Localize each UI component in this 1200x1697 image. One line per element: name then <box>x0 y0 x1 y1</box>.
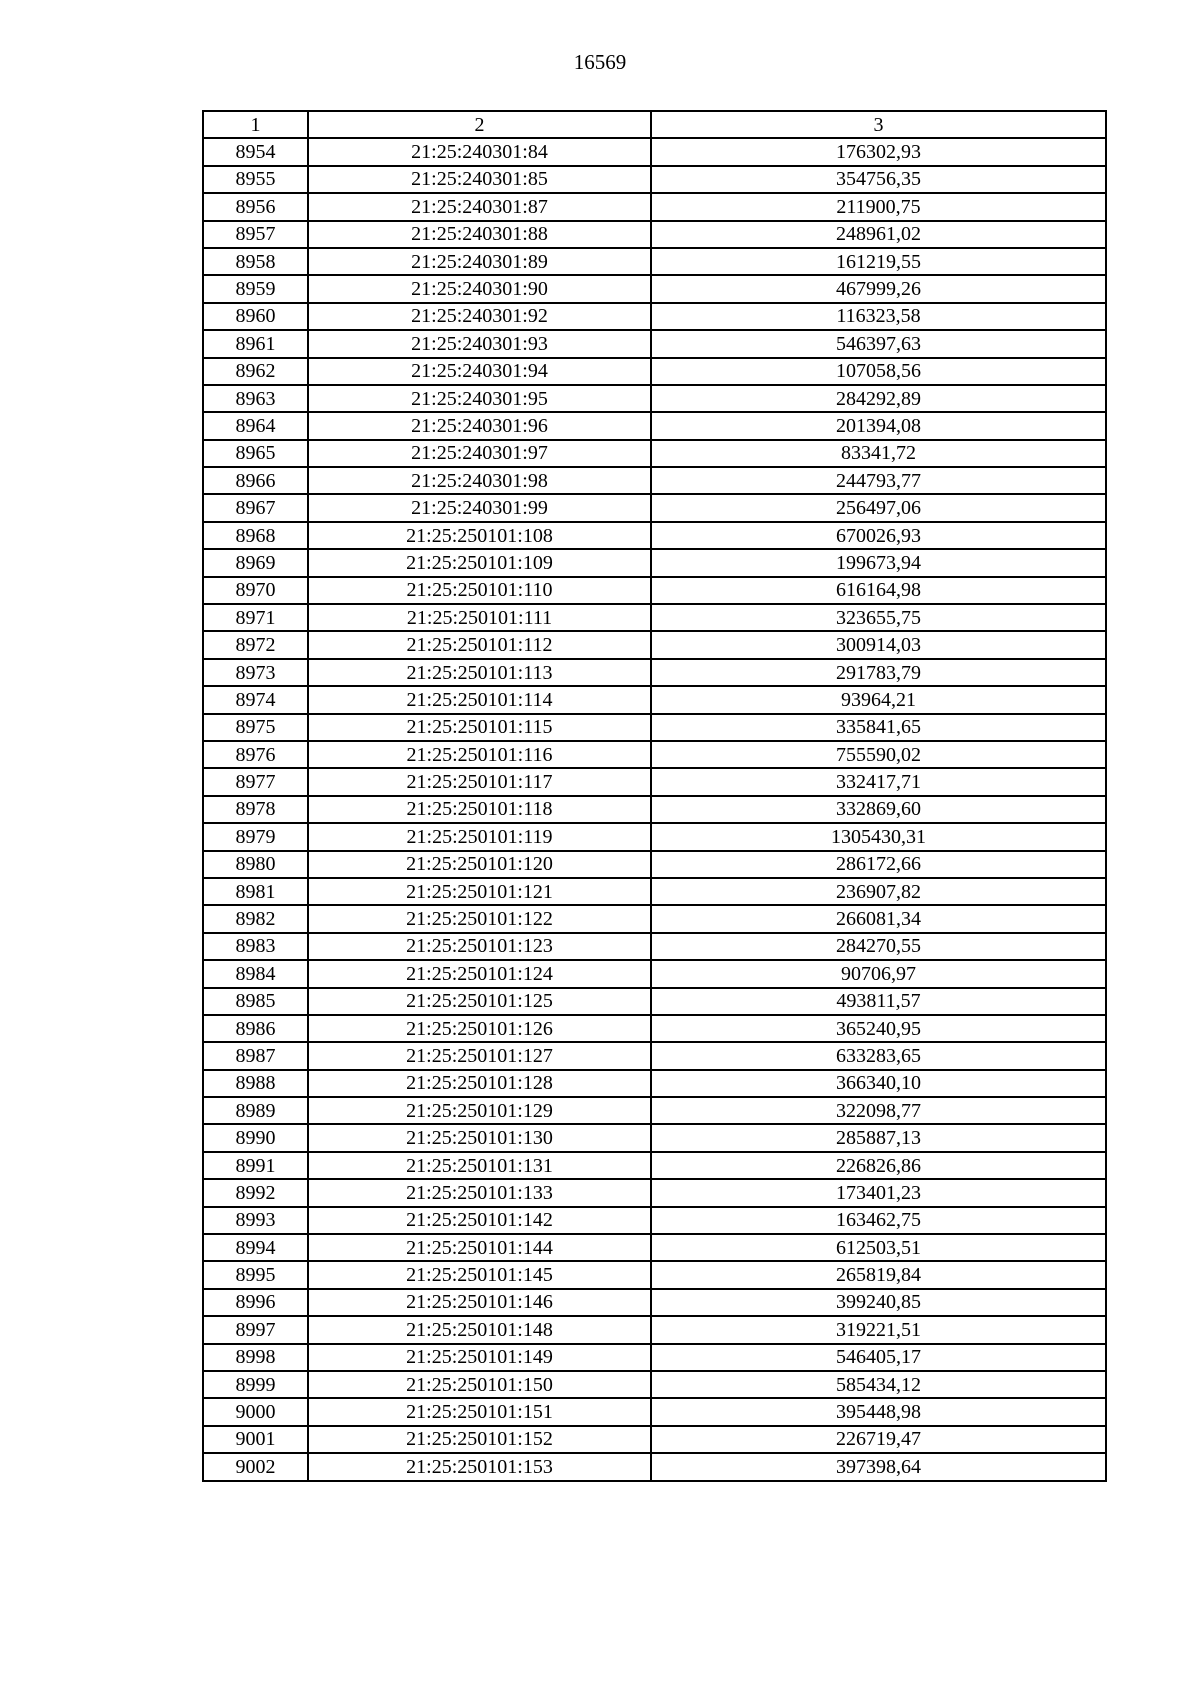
cadastral-number-cell: 21:25:240301:84 <box>308 138 651 165</box>
cadastral-number-cell: 21:25:250101:114 <box>308 686 651 713</box>
table-row <box>203 467 1106 494</box>
row-number-cell: 8994 <box>203 1234 308 1261</box>
value-cell: 365240,95 <box>651 1015 1106 1042</box>
table-row <box>203 741 1106 768</box>
row-number-cell: 8973 <box>203 659 308 686</box>
row-number-cell: 8972 <box>203 631 308 658</box>
row-number-cell: 9001 <box>203 1426 308 1453</box>
cadastral-number-cell: 21:25:250101:120 <box>308 851 651 878</box>
value-cell: 300914,03 <box>651 631 1106 658</box>
value-cell: 399240,85 <box>651 1289 1106 1316</box>
value-cell: 585434,12 <box>651 1371 1106 1398</box>
cadastral-number-cell: 21:25:250101:148 <box>308 1316 651 1343</box>
cadastral-number-cell: 21:25:250101:122 <box>308 905 651 932</box>
table-row <box>203 1124 1106 1151</box>
value-cell: 248961,02 <box>651 221 1106 248</box>
table-row <box>203 1097 1106 1124</box>
table-row <box>203 768 1106 795</box>
row-number-cell: 8978 <box>203 796 308 823</box>
row-number-cell: 8995 <box>203 1261 308 1288</box>
row-number-cell: 8989 <box>203 1097 308 1124</box>
table-row <box>203 1234 1106 1261</box>
cadastral-number-cell: 21:25:250101:129 <box>308 1097 651 1124</box>
table-row <box>203 659 1106 686</box>
table-row <box>203 1371 1106 1398</box>
table-row <box>203 1398 1106 1425</box>
value-cell: 332869,60 <box>651 796 1106 823</box>
cadastral-number-cell: 21:25:240301:93 <box>308 330 651 357</box>
row-number-cell: 8956 <box>203 193 308 220</box>
row-number-cell: 8974 <box>203 686 308 713</box>
row-number-cell: 8955 <box>203 166 308 193</box>
row-number-cell: 8999 <box>203 1371 308 1398</box>
row-number-cell: 8982 <box>203 905 308 932</box>
value-cell: 161219,55 <box>651 248 1106 275</box>
value-cell: 176302,93 <box>651 138 1106 165</box>
cadastral-number-cell: 21:25:250101:125 <box>308 988 651 1015</box>
value-cell: 319221,51 <box>651 1316 1106 1343</box>
cadastral-number-cell: 21:25:250101:119 <box>308 823 651 850</box>
cadastral-number-cell: 21:25:240301:89 <box>308 248 651 275</box>
cadastral-number-cell: 21:25:250101:146 <box>308 1289 651 1316</box>
cadastral-number-cell: 21:25:250101:117 <box>308 768 651 795</box>
value-cell: 116323,58 <box>651 303 1106 330</box>
row-number-cell: 8984 <box>203 960 308 987</box>
table-row <box>203 1152 1106 1179</box>
table-row <box>203 1042 1106 1069</box>
table-row <box>203 823 1106 850</box>
row-number-cell: 8976 <box>203 741 308 768</box>
row-number-cell: 8962 <box>203 358 308 385</box>
cadastral-number-cell: 21:25:240301:96 <box>308 412 651 439</box>
value-cell: 107058,56 <box>651 358 1106 385</box>
table-row <box>203 577 1106 604</box>
cadastral-number-cell: 21:25:240301:90 <box>308 275 651 302</box>
table-row <box>203 385 1106 412</box>
table-row <box>203 221 1106 248</box>
table-row <box>203 166 1106 193</box>
table-row <box>203 358 1106 385</box>
cadastral-number-cell: 21:25:250101:110 <box>308 577 651 604</box>
value-cell: 755590,02 <box>651 741 1106 768</box>
table-row <box>203 1453 1106 1480</box>
cadastral-number-cell: 21:25:250101:128 <box>308 1070 651 1097</box>
cadastral-number-cell: 21:25:240301:95 <box>308 385 651 412</box>
cadastral-number-cell: 21:25:250101:126 <box>308 1015 651 1042</box>
value-cell: 93964,21 <box>651 686 1106 713</box>
cadastral-number-cell: 21:25:250101:127 <box>308 1042 651 1069</box>
row-number-cell: 8969 <box>203 549 308 576</box>
table-body <box>203 138 1106 1480</box>
row-number-cell: 8963 <box>203 385 308 412</box>
table-row <box>203 851 1106 878</box>
table-row <box>203 330 1106 357</box>
header-row <box>203 111 1106 138</box>
value-cell: 244793,77 <box>651 467 1106 494</box>
value-cell: 211900,75 <box>651 193 1106 220</box>
row-number-cell: 9000 <box>203 1398 308 1425</box>
cadastral-number-cell: 21:25:250101:131 <box>308 1152 651 1179</box>
cadastral-number-cell: 21:25:250101:118 <box>308 796 651 823</box>
value-cell: 199673,94 <box>651 549 1106 576</box>
cadastral-number-cell: 21:25:240301:88 <box>308 221 651 248</box>
value-cell: 395448,98 <box>651 1398 1106 1425</box>
row-number-cell: 8977 <box>203 768 308 795</box>
value-cell: 616164,98 <box>651 577 1106 604</box>
cadastral-number-cell: 21:25:240301:98 <box>308 467 651 494</box>
table-header <box>203 111 1106 138</box>
column-header-3: 3 <box>651 111 1106 138</box>
table-row <box>203 522 1106 549</box>
table-row <box>203 193 1106 220</box>
row-number-cell: 8960 <box>203 303 308 330</box>
table-row <box>203 1207 1106 1234</box>
table-row <box>203 686 1106 713</box>
column-header-1: 1 <box>203 111 308 138</box>
value-cell: 546397,63 <box>651 330 1106 357</box>
value-cell: 354756,35 <box>651 166 1106 193</box>
cadastral-number-cell: 21:25:250101:151 <box>308 1398 651 1425</box>
cadastral-number-cell: 21:25:250101:116 <box>308 741 651 768</box>
cadastral-number-cell: 21:25:250101:113 <box>308 659 651 686</box>
table-row <box>203 796 1106 823</box>
table-row <box>203 1316 1106 1343</box>
cadastral-number-cell: 21:25:250101:142 <box>308 1207 651 1234</box>
cadastral-number-cell: 21:25:240301:85 <box>308 166 651 193</box>
row-number-cell: 8970 <box>203 577 308 604</box>
row-number-cell: 8998 <box>203 1344 308 1371</box>
row-number-cell: 8987 <box>203 1042 308 1069</box>
column-header-2: 2 <box>308 111 651 138</box>
row-number-cell: 9002 <box>203 1453 308 1480</box>
value-cell: 265819,84 <box>651 1261 1106 1288</box>
cadastral-number-cell: 21:25:240301:97 <box>308 440 651 467</box>
cadastral-number-cell: 21:25:250101:111 <box>308 604 651 631</box>
row-number-cell: 8992 <box>203 1179 308 1206</box>
table-row <box>203 440 1106 467</box>
data-table <box>202 110 1107 1482</box>
table-row <box>203 714 1106 741</box>
cadastral-number-cell: 21:25:250101:153 <box>308 1453 651 1480</box>
value-cell: 90706,97 <box>651 960 1106 987</box>
cadastral-number-cell: 21:25:250101:108 <box>308 522 651 549</box>
value-cell: 285887,13 <box>651 1124 1106 1151</box>
row-number-cell: 8991 <box>203 1152 308 1179</box>
cadastral-number-cell: 21:25:240301:92 <box>308 303 651 330</box>
row-number-cell: 8954 <box>203 138 308 165</box>
cadastral-number-cell: 21:25:240301:99 <box>308 494 651 521</box>
row-number-cell: 8990 <box>203 1124 308 1151</box>
value-cell: 201394,08 <box>651 412 1106 439</box>
row-number-cell: 8980 <box>203 851 308 878</box>
value-cell: 493811,57 <box>651 988 1106 1015</box>
table-row <box>203 275 1106 302</box>
table-row <box>203 988 1106 1015</box>
table-row <box>203 905 1106 932</box>
table-row <box>203 1426 1106 1453</box>
cadastral-number-cell: 21:25:250101:149 <box>308 1344 651 1371</box>
row-number-cell: 8997 <box>203 1316 308 1343</box>
value-cell: 633283,65 <box>651 1042 1106 1069</box>
cadastral-number-cell: 21:25:240301:87 <box>308 193 651 220</box>
table-row <box>203 878 1106 905</box>
value-cell: 1305430,31 <box>651 823 1106 850</box>
value-cell: 335841,65 <box>651 714 1106 741</box>
row-number-cell: 8965 <box>203 440 308 467</box>
row-number-cell: 8961 <box>203 330 308 357</box>
row-number-cell: 8986 <box>203 1015 308 1042</box>
value-cell: 397398,64 <box>651 1453 1106 1480</box>
value-cell: 236907,82 <box>651 878 1106 905</box>
cadastral-number-cell: 21:25:250101:150 <box>308 1371 651 1398</box>
table-row <box>203 933 1106 960</box>
row-number-cell: 8981 <box>203 878 308 905</box>
value-cell: 612503,51 <box>651 1234 1106 1261</box>
row-number-cell: 8964 <box>203 412 308 439</box>
table-row <box>203 1261 1106 1288</box>
row-number-cell: 8996 <box>203 1289 308 1316</box>
value-cell: 266081,34 <box>651 905 1106 932</box>
cadastral-number-cell: 21:25:250101:121 <box>308 878 651 905</box>
cadastral-number-cell: 21:25:250101:144 <box>308 1234 651 1261</box>
table-row <box>203 248 1106 275</box>
value-cell: 163462,75 <box>651 1207 1106 1234</box>
value-cell: 83341,72 <box>651 440 1106 467</box>
table-row <box>203 138 1106 165</box>
cadastral-number-cell: 21:25:250101:152 <box>308 1426 651 1453</box>
cadastral-number-cell: 21:25:250101:115 <box>308 714 651 741</box>
row-number-cell: 8975 <box>203 714 308 741</box>
value-cell: 366340,10 <box>651 1070 1106 1097</box>
row-number-cell: 8971 <box>203 604 308 631</box>
table-row <box>203 494 1106 521</box>
cadastral-number-cell: 21:25:250101:133 <box>308 1179 651 1206</box>
cadastral-number-cell: 21:25:250101:124 <box>308 960 651 987</box>
page-number: 16569 <box>573 50 627 74</box>
value-cell: 670026,93 <box>651 522 1106 549</box>
value-cell: 226826,86 <box>651 1152 1106 1179</box>
cadastral-number-cell: 21:25:240301:94 <box>308 358 651 385</box>
value-cell: 284292,89 <box>651 385 1106 412</box>
table-row <box>203 1344 1106 1371</box>
value-cell: 226719,47 <box>651 1426 1106 1453</box>
table-row <box>203 604 1106 631</box>
table-row <box>203 631 1106 658</box>
row-number-cell: 8959 <box>203 275 308 302</box>
value-cell: 284270,55 <box>651 933 1106 960</box>
cadastral-number-cell: 21:25:250101:123 <box>308 933 651 960</box>
cadastral-number-cell: 21:25:250101:112 <box>308 631 651 658</box>
value-cell: 322098,77 <box>651 1097 1106 1124</box>
cadastral-number-cell: 21:25:250101:145 <box>308 1261 651 1288</box>
row-number-cell: 8988 <box>203 1070 308 1097</box>
row-number-cell: 8968 <box>203 522 308 549</box>
value-cell: 286172,66 <box>651 851 1106 878</box>
table-row <box>203 960 1106 987</box>
row-number-cell: 8958 <box>203 248 308 275</box>
value-cell: 291783,79 <box>651 659 1106 686</box>
row-number-cell: 8966 <box>203 467 308 494</box>
value-cell: 467999,26 <box>651 275 1106 302</box>
table-row <box>203 303 1106 330</box>
table-row <box>203 1015 1106 1042</box>
value-cell: 332417,71 <box>651 768 1106 795</box>
value-cell: 256497,06 <box>651 494 1106 521</box>
row-number-cell: 8983 <box>203 933 308 960</box>
table-row <box>203 1179 1106 1206</box>
value-cell: 323655,75 <box>651 604 1106 631</box>
table-row <box>203 412 1106 439</box>
value-cell: 546405,17 <box>651 1344 1106 1371</box>
table-row <box>203 549 1106 576</box>
row-number-cell: 8979 <box>203 823 308 850</box>
row-number-cell: 8993 <box>203 1207 308 1234</box>
row-number-cell: 8985 <box>203 988 308 1015</box>
table-row <box>203 1289 1106 1316</box>
cadastral-number-cell: 21:25:250101:109 <box>308 549 651 576</box>
row-number-cell: 8957 <box>203 221 308 248</box>
cadastral-number-cell: 21:25:250101:130 <box>308 1124 651 1151</box>
table-row <box>203 1070 1106 1097</box>
row-number-cell: 8967 <box>203 494 308 521</box>
value-cell: 173401,23 <box>651 1179 1106 1206</box>
